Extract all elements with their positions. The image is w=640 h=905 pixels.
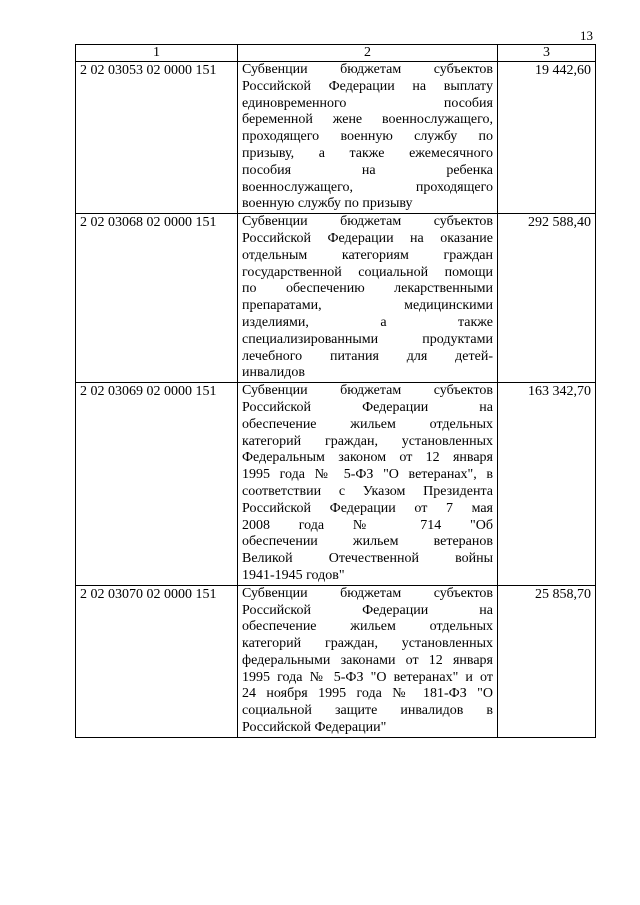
description-line: Великой Отечественной войны [242, 551, 493, 567]
description-line: Субвенции бюджетам субъектов [242, 214, 493, 230]
budget-amount: 163 342,70 [498, 383, 596, 586]
budget-description [238, 62, 498, 214]
table-row [76, 214, 596, 383]
description-line: 1995 года № 5-ФЗ "О ветеранах" и от [242, 669, 493, 685]
description-line: Российской Федерации" [242, 720, 387, 736]
description-line: 1941-1945 годов" [242, 567, 345, 583]
budget-code: 2 02 03070 02 0000 151 [76, 585, 238, 737]
description-line: пособия на ребенка [242, 162, 493, 178]
description-line: Российской Федерации на [242, 602, 493, 618]
table-row [76, 383, 596, 586]
budget-code: 2 02 03068 02 0000 151 [76, 214, 238, 383]
description-line: Субвенции бюджетам субъектов [242, 62, 493, 77]
description-line: изделиями, а также [242, 314, 493, 330]
description-line: специализированными продуктами [242, 331, 493, 347]
page-number: 13 [580, 28, 593, 43]
table-row [76, 62, 596, 214]
description-line: 2008 года № 714 "Об [242, 517, 493, 533]
description-line: Российской Федерации от 7 мая [242, 500, 493, 516]
description-line: обеспечении жильем ветеранов [242, 534, 493, 550]
description-line: беременной жене военнослужащего, [242, 112, 493, 128]
budget-description [238, 383, 498, 586]
table-body [76, 62, 596, 738]
budget-code: 2 02 03069 02 0000 151 [76, 383, 238, 586]
column-header-3: 3 [498, 45, 596, 62]
description-line: отдельным категориям граждан [242, 247, 493, 263]
column-header-2: 2 [238, 45, 498, 62]
budget-table [75, 44, 596, 738]
description-line: 24 ноября 1995 года № 181-ФЗ "О [242, 686, 493, 702]
description-line: обеспечение жильем отдельных [242, 619, 493, 635]
description-line: Российской Федерации на выплату [242, 78, 493, 94]
header-row [76, 45, 596, 62]
description-line: Субвенции бюджетам субъектов [242, 383, 493, 399]
description-line: военнослужащего, проходящего [242, 179, 493, 195]
description-line: по обеспечению лекарственными [242, 281, 493, 297]
description-line: категорий граждан, установленных [242, 433, 493, 449]
description-line: обеспечение жильем отдельных [242, 416, 493, 432]
description-line: лечебного питания для детей- [242, 348, 493, 364]
description-line: государственной социальной помощи [242, 264, 493, 280]
description-line: федеральными законами от 12 января [242, 652, 493, 668]
description-line: Российской Федерации на оказание [242, 230, 493, 246]
budget-amount: 19 442,60 [498, 62, 596, 214]
description-line: 1995 года № 5-ФЗ "О ветеранах", в [242, 467, 493, 483]
description-line: призыву, а также ежемесячного [242, 145, 493, 161]
description-line: военную службу по призыву [242, 196, 413, 212]
budget-code: 2 02 03053 02 0000 151 [76, 62, 238, 214]
description-line: препаратами, медицинскими [242, 298, 493, 314]
description-line: Субвенции бюджетам субъектов [242, 585, 493, 601]
budget-amount: 292 588,40 [498, 214, 596, 383]
description-line: инвалидов [242, 365, 305, 381]
budget-description [238, 214, 498, 383]
description-line: единовременного пособия [242, 95, 493, 111]
description-line: Федеральным законом от 12 января [242, 450, 493, 466]
column-header-1: 1 [76, 45, 238, 62]
description-line: проходящего военную службу по [242, 129, 493, 145]
budget-description [238, 585, 498, 737]
description-line: соответствии с Указом Президента [242, 483, 493, 499]
description-line: категорий граждан, установленных [242, 636, 493, 652]
description-line: социальной защите инвалидов в [242, 703, 493, 719]
budget-amount: 25 858,70 [498, 585, 596, 737]
table-row [76, 585, 596, 737]
description-line: Российской Федерации на [242, 399, 493, 415]
